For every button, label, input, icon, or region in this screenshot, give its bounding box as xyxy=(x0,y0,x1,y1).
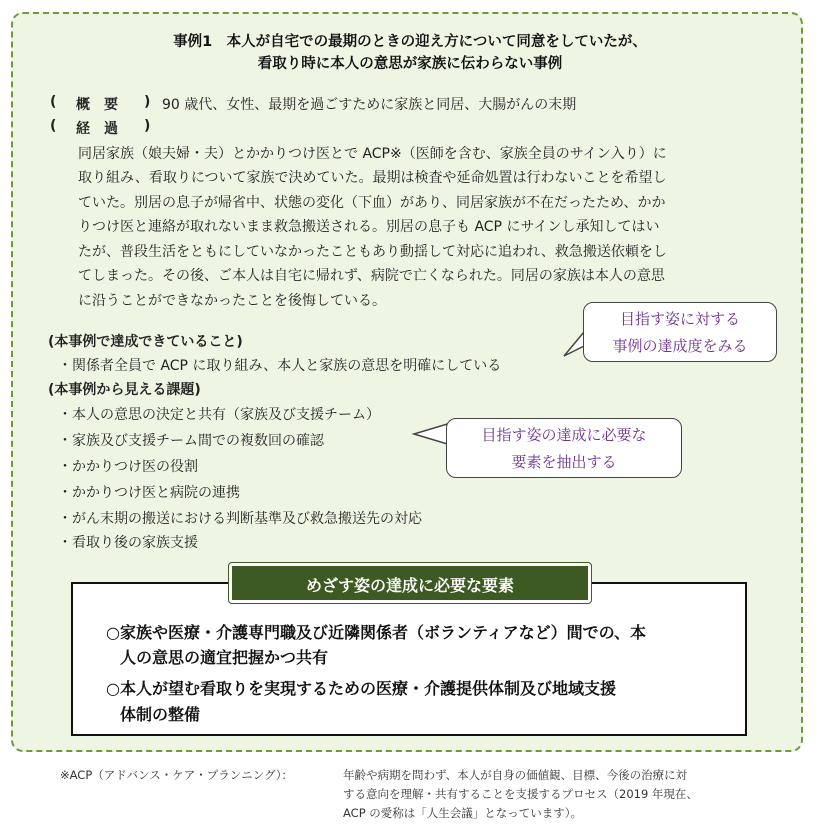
case-title-line-1: 事例1 本人が自宅での最期のときの迎え方について同意をしていたが、 xyxy=(173,34,647,50)
issue-item: ・本人の意思の決定と共有（家族及び支援チーム） xyxy=(58,407,380,423)
requirement-item-1-line-1: ○家族や医療・介護専門職及び近隣関係者（ボランティアなど）間での、本 xyxy=(106,623,647,642)
course-label: 経 過 xyxy=(76,121,118,137)
callout-achievement-line-1: 目指す姿に対する xyxy=(619,310,740,328)
course-line: 同居家族（娘夫婦・夫）とかかりつけ医とで ACP※（医師を含む、家族全員のサイン入り）に xyxy=(78,146,667,162)
issue-item: ・看取り後の家族支援 xyxy=(58,535,198,551)
course-open-paren: ( xyxy=(50,118,57,134)
course-line: りつけ医と連絡が取れないまま救急搬送される。別居の息子も ACP にサインし承知してはい xyxy=(78,219,660,235)
course-line: に沿うことができなかったことを後悔している。 xyxy=(78,293,386,309)
callout-achievement-line-2: 事例の達成度をみる xyxy=(612,337,748,355)
course-close-paren: ) xyxy=(144,118,151,134)
issue-item: ・かかりつけ医と病院の連携 xyxy=(58,485,240,501)
issue-item: ・がん末期の搬送における判断基準及び救急搬送先の対応 xyxy=(58,511,422,527)
overview-close-paren: ) xyxy=(144,94,151,110)
course-line: てしまった。その後、ご本人は自宅に帰れず、病院で亡くなられた。同居の家族は本人の意思 xyxy=(78,268,665,284)
footnote-line: 年齢や病期を問わず、本人が自身の価値観、目標、今後の治療に対 xyxy=(343,768,688,782)
requirement-item-1-line-2: 人の意思の適宜把握かつ共有 xyxy=(120,648,329,667)
callout-extraction-line-1: 目指す姿の達成に必要な xyxy=(481,426,647,444)
case-title-line-2: 看取り時に本人の意思が家族に伝わらない事例 xyxy=(257,56,563,72)
course-line: たが、普段生活をともにしていなかったこともあり動揺して対応に追われ、救急搬送依頼をし xyxy=(78,244,667,260)
callout-extraction xyxy=(446,418,682,478)
overview-open-paren: ( xyxy=(50,94,57,110)
course-line: 取り組み、看取りについて家族で決めていた。最期は検査や延命処置は行わないことを希望し xyxy=(78,170,667,186)
requirement-item-2-line-2: 体制の整備 xyxy=(120,705,201,724)
issue-item: ・家族及び支援チーム間での複数回の確認 xyxy=(58,433,324,449)
footnote-line: ACP の愛称は「人生会議」となっています）。 xyxy=(343,806,583,820)
requirement-item-2-line-1: ○本人が望む看取りを実現するための医療・介護提供体制及び地域支援 xyxy=(106,679,616,698)
overview-label: 概 要 xyxy=(76,97,118,113)
achieved-item: ・関係者全員で ACP に取り組み、本人と家族の意思を明確にしている xyxy=(58,358,502,374)
issue-item: ・かかりつけ医の役割 xyxy=(58,459,198,475)
callout-extraction-line-2: 要素を抽出する xyxy=(511,453,617,471)
callout-achievement xyxy=(583,302,777,362)
footnote-line: する意向を理解・共有することを支援するプロセス（2019 年現在、 xyxy=(343,787,698,801)
course-line: ていた。別居の息子が帰省中、状態の変化（下血）があり、同居家族が不在だったため、かか xyxy=(78,195,666,211)
issues-heading: (本事例から見える課題) xyxy=(48,382,201,398)
overview-text: 90 歳代、女性、最期を過ごすために家族と同居、大腸がんの末期 xyxy=(162,97,577,113)
achieved-heading: (本事例で達成できていること) xyxy=(48,334,243,350)
footnote-term: ※ACP（アドバンス・ケア・プランニング）： xyxy=(60,768,294,782)
requirements-header: めざす姿の達成に必要な要素 xyxy=(229,563,591,603)
